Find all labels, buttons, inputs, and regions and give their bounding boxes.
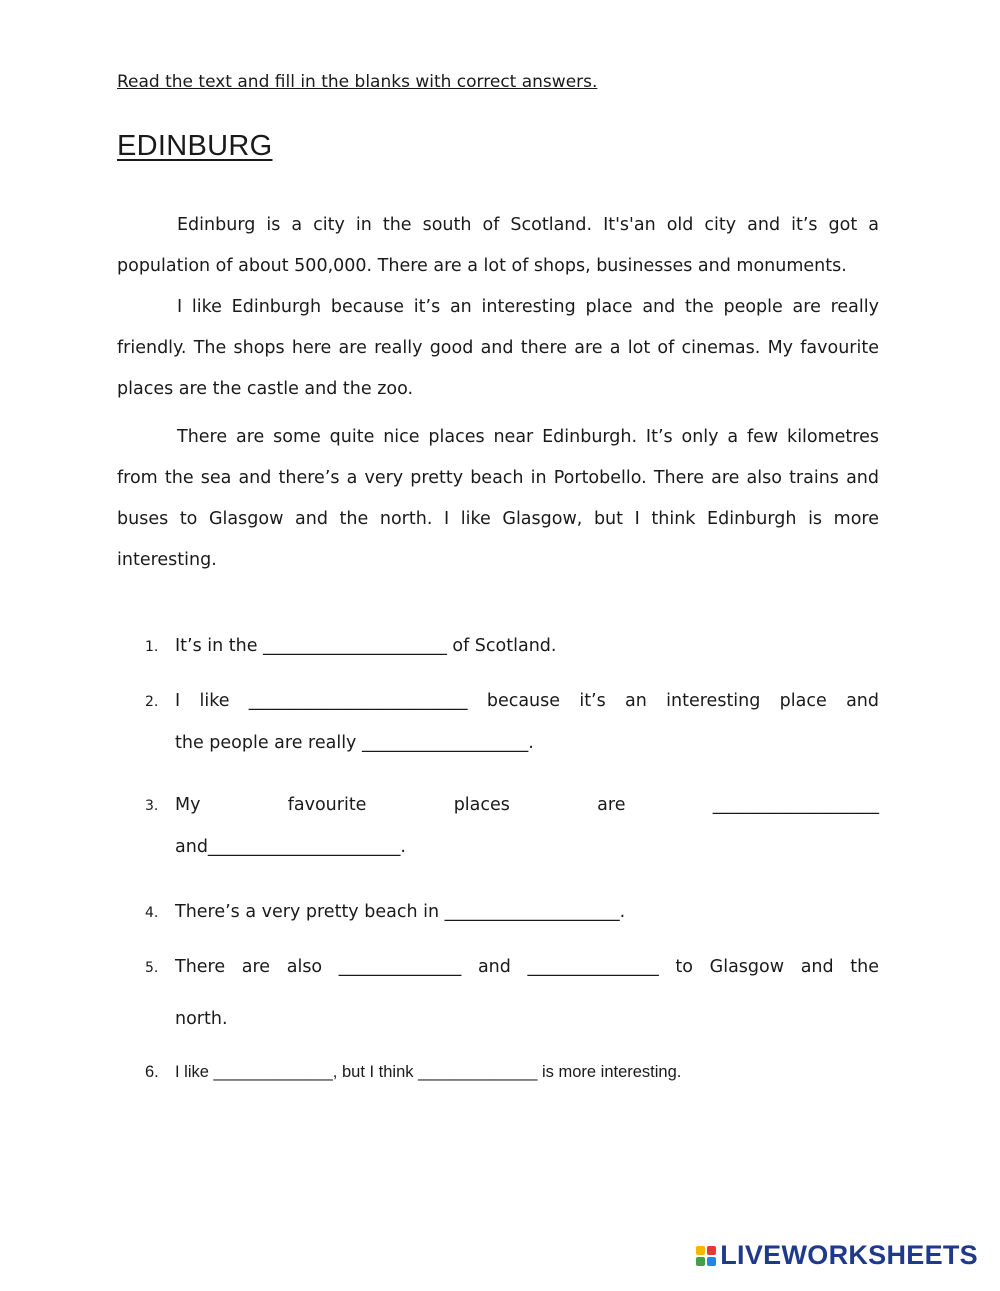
question-6[interactable]: I like _____________, but I think _____________ is more interesting.: [175, 1063, 682, 1081]
question-number: 1.: [145, 639, 159, 655]
passage-line: friendly. The shops here are really good and there are a lot of cinemas. My favourite: [117, 338, 879, 358]
question-2-line-2[interactable]: the people are really ___________________.: [175, 733, 534, 753]
passage-line: from the sea and there’s a very pretty beach in Portobello. There are also trains and: [117, 468, 879, 488]
passage-line: places are the castle and the zoo.: [117, 379, 414, 399]
question-number: 5.: [145, 960, 159, 976]
passage-line: interesting.: [117, 550, 217, 570]
liveworksheets-logo: [696, 1240, 978, 1271]
question-4[interactable]: There’s a very pretty beach in ____________________.: [175, 902, 626, 922]
page-title: EDINBURG: [117, 130, 273, 162]
question-number: 4.: [145, 905, 159, 921]
passage-line: I like Edinburgh because it’s an interesting place and the people are really: [177, 297, 879, 317]
logo-text: LIVEWORKSHEETS: [720, 1240, 978, 1270]
question-number: 2.: [145, 694, 159, 710]
passage-line: There are some quite nice places near Edinburgh. It’s only a few kilometres: [177, 427, 879, 447]
passage-line: population of about 500,000. There are a lot of shops, businesses and monuments.: [117, 256, 847, 276]
question-5-line-2: north.: [175, 1009, 228, 1029]
q3-word: places: [453, 795, 510, 815]
question-3-line-1[interactable]: [175, 795, 879, 815]
q3-blank[interactable]: ___________________: [712, 795, 879, 815]
q3-word: are: [597, 795, 626, 815]
question-number: 3.: [145, 798, 159, 814]
question-3-line-2[interactable]: and______________________.: [175, 837, 406, 857]
q3-word: My: [175, 795, 201, 815]
q3-word: favourite: [287, 795, 367, 815]
logo-squares-icon: [696, 1246, 716, 1266]
instruction-text: Read the text and fill in the blanks with correct answers.: [117, 72, 598, 92]
question-5-line-1[interactable]: There are also ______________ and _______________ to Glasgow and the: [175, 957, 879, 977]
question-1[interactable]: It’s in the _____________________ of Scotland.: [175, 636, 557, 656]
question-number: 6.: [145, 1063, 159, 1081]
passage-line: Edinburg is a city in the south of Scotland. It's'an old city and it’s got a: [177, 215, 879, 235]
question-2-line-1[interactable]: I like _________________________ because it’s an interesting place and: [175, 691, 879, 711]
passage-line: buses to Glasgow and the north. I like Glasgow, but I think Edinburgh is more: [117, 509, 879, 529]
